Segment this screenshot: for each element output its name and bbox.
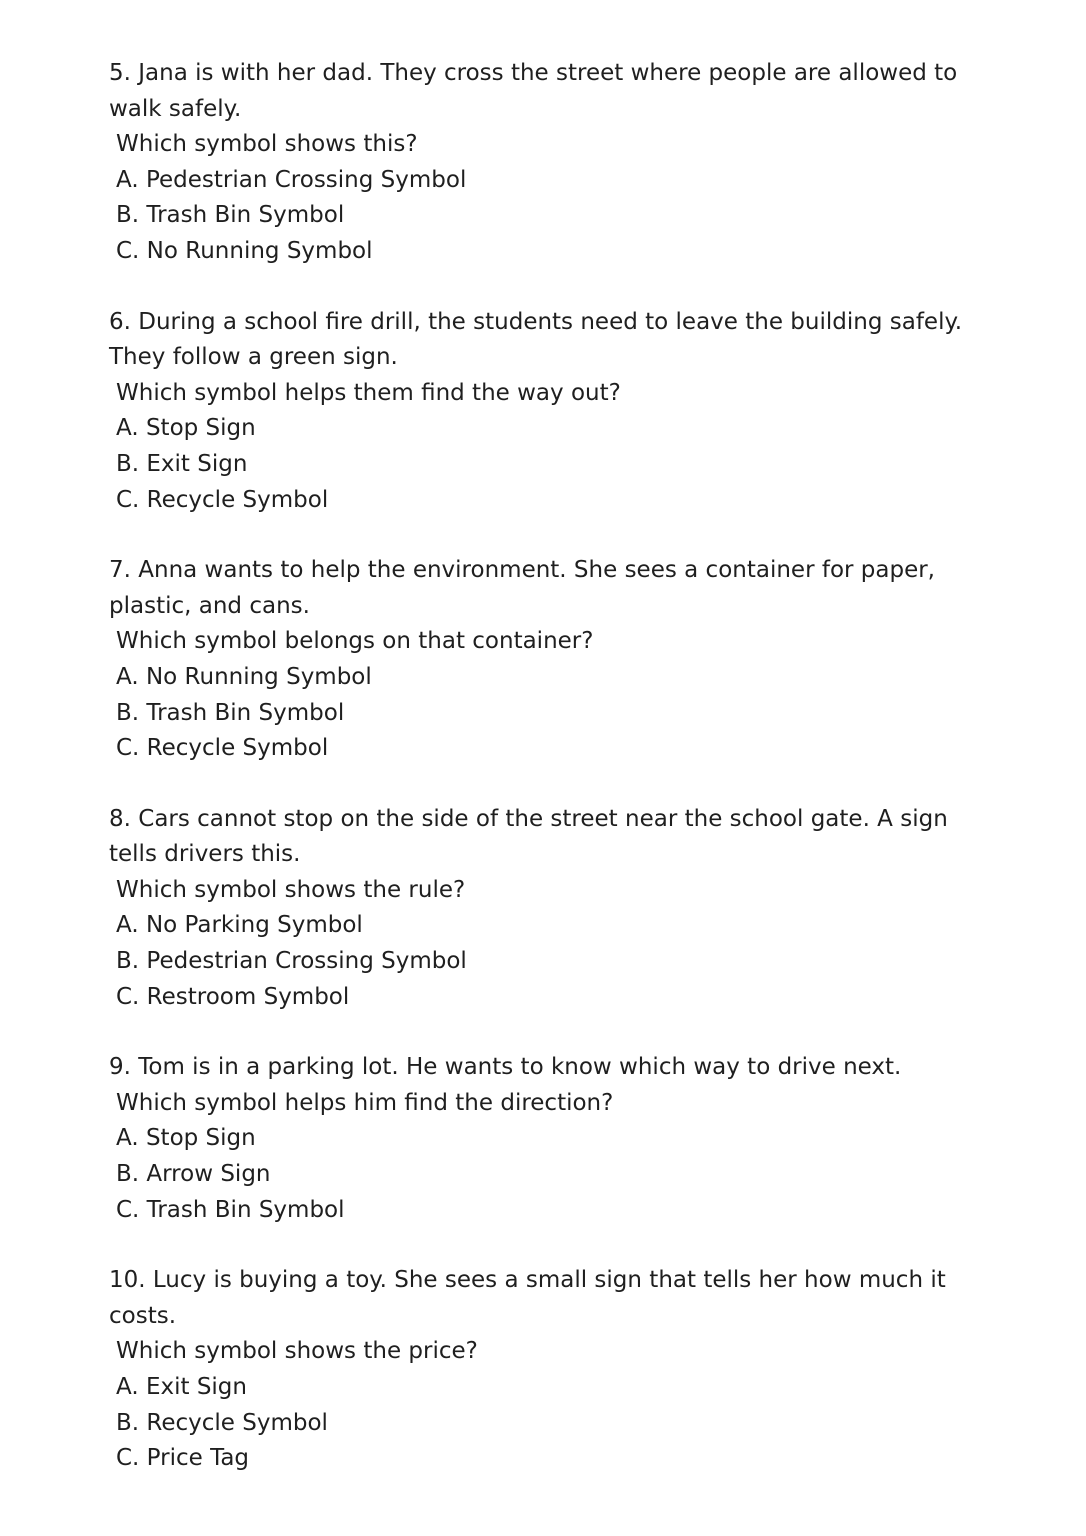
question-text: 7. Anna wants to help the environment. She sees a container for paper, plastic, and cans. bbox=[109, 557, 935, 619]
question-prompt: Which symbol shows this? bbox=[116, 131, 418, 158]
answer-option-c: C. Recycle Symbol bbox=[116, 486, 329, 513]
question-text: 10. Lucy is buying a toy. She sees a small sign that tells her how much it costs. bbox=[109, 1267, 946, 1329]
answer-option-b: B. Trash Bin Symbol bbox=[116, 699, 345, 726]
answer-option-a: A. Pedestrian Crossing Symbol bbox=[116, 166, 467, 193]
question-text: 6. During a school fire drill, the students need to leave the building safely. They follow a green sign. bbox=[109, 308, 963, 371]
question-prompt: Which symbol shows the price? bbox=[116, 1338, 478, 1365]
question-8 bbox=[109, 802, 989, 1016]
answer-option-b: B. Pedestrian Crossing Symbol bbox=[116, 948, 467, 975]
answer-option-a: A. Exit Sign bbox=[116, 1374, 247, 1400]
question-prompt: Which symbol shows the rule? bbox=[116, 876, 466, 903]
question-prompt: Which symbol helps them find the way out? bbox=[116, 379, 621, 406]
question-prompt: Which symbol belongs on that container? bbox=[116, 628, 594, 655]
question-text: 5. Jana is with her dad. They cross the street where people are allowed to walk safely. bbox=[109, 60, 958, 122]
question-text: 8. Cars cannot stop on the side of the street near the school gate. A sign tells drivers this. bbox=[109, 805, 948, 868]
answer-option-b: B. Arrow Sign bbox=[116, 1161, 271, 1188]
question-10 bbox=[109, 1263, 989, 1477]
question-9 bbox=[109, 1050, 989, 1228]
question-prompt: Which symbol helps him find the direction? bbox=[116, 1089, 614, 1116]
answer-option-a: A. Stop Sign bbox=[116, 1125, 256, 1152]
answer-option-c: C. No Running Symbol bbox=[116, 237, 373, 264]
answer-option-c: C. Restroom Symbol bbox=[116, 983, 350, 1010]
answer-option-a: A. Stop Sign bbox=[116, 415, 256, 442]
answer-option-a: A. No Parking Symbol bbox=[116, 912, 363, 939]
answer-option-b: B. Exit Sign bbox=[116, 450, 248, 477]
question-5 bbox=[109, 56, 989, 270]
question-7 bbox=[109, 553, 989, 767]
worksheet-page bbox=[109, 56, 989, 1512]
answer-option-b: B. Recycle Symbol bbox=[116, 1409, 328, 1436]
answer-option-c: C. Recycle Symbol bbox=[116, 735, 329, 762]
answer-option-b: B. Trash Bin Symbol bbox=[116, 202, 345, 229]
question-6 bbox=[109, 305, 989, 519]
question-text: 9. Tom is in a parking lot. He wants to know which way to drive next. bbox=[109, 1054, 902, 1081]
answer-option-c: C. Price Tag bbox=[116, 1445, 250, 1472]
answer-option-a: A. No Running Symbol bbox=[116, 663, 372, 690]
answer-option-c: C. Trash Bin Symbol bbox=[116, 1196, 345, 1223]
